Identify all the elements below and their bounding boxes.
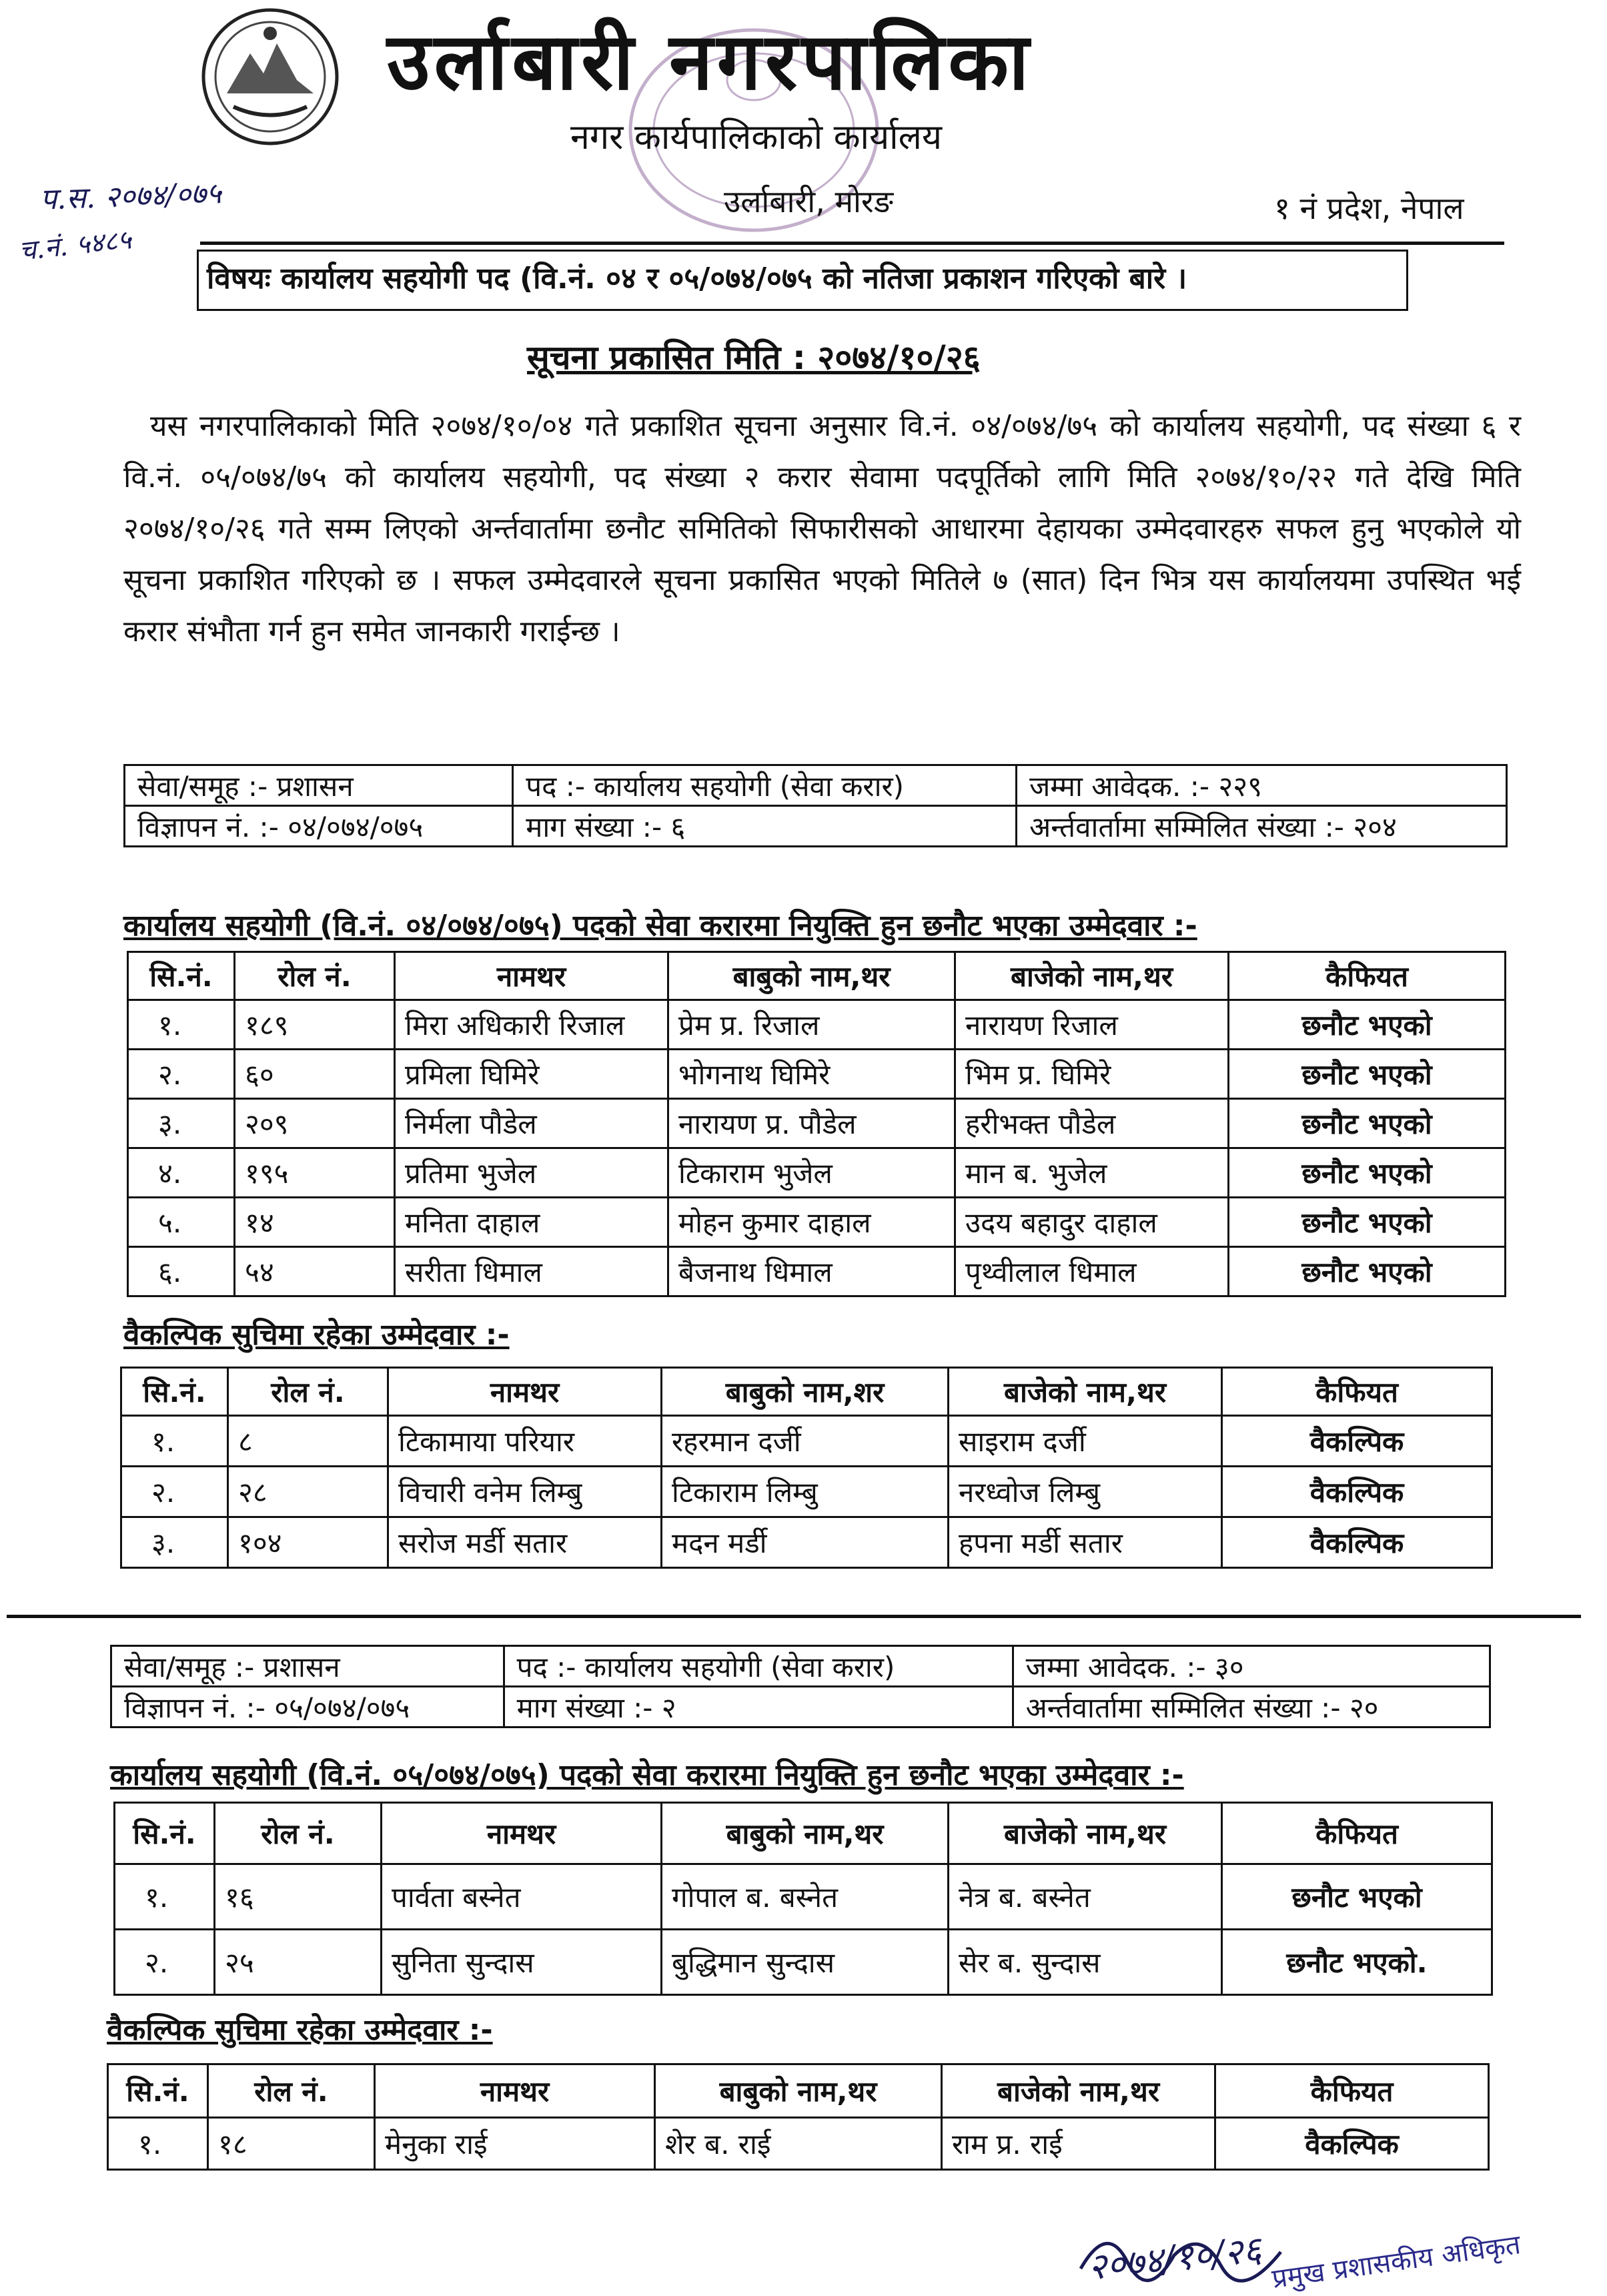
- father-cell: प्रेम प्र. रिजाल: [668, 1000, 955, 1050]
- ad1-interview-count: अर्न्तवार्तामा सम्मिलित संख्या :- २०४: [1017, 806, 1507, 847]
- col-roll: रोल नं.: [235, 952, 395, 1000]
- remarks-cell: वैकल्पिक: [1215, 2118, 1489, 2170]
- ad2-info-table: [110, 1645, 1491, 1728]
- ad1-selected-heading: कार्यालय सहयोगी (वि.नं. ०४/०७४/०७५) पदको सेवा करारमा नियुक्ति हुन छनौट भएका उम्मेदवार :-: [123, 909, 1197, 943]
- name-cell: मिरा अधिकारी रिजाल: [395, 1000, 668, 1050]
- roll-cell: १०४: [228, 1517, 388, 1568]
- ad1-applicants: जम्मा आवेदक. :- २२९: [1017, 765, 1507, 806]
- serial-cell: ४.: [128, 1148, 235, 1198]
- table-row: [121, 1416, 1492, 1467]
- roll-cell: २८: [228, 1467, 388, 1517]
- ad1-info-table: [123, 764, 1508, 847]
- serial-cell: १.: [121, 1416, 228, 1467]
- notice-paragraph: यस नगरपालिकाको मिति २०७४/१०/०४ गते प्रकाशित सूचना अनुसार वि.नं. ०४/०७४/७५ को कार्यालय सहयोगी, पद संख्या ६ र वि.नं. ०५/०७४/७५ को कार्यालय सहयोगी, पद संख्या २ करार सेवामा पदपूर्तिको लागि मिति २०७४/१०/२२ गते देखि मिति २०७४/१०/२६ गते सम्म लिएको अर्न्तवार्तामा छनौट समितिको सिफारीसको आधारमा देहायका उम्मेदवारहरु सफल हुनु भएकोले यो सूचना प्रकाशित गरिएको छ । सफल उम्मेदवारले सूचना प्रकासित भएको मितिले ७ (सात) दिन भित्र यस कार्यालयमा उपस्थित भई करार संभौता गर्न हुन समेत जानकारी गराईन्छ ।: [123, 409, 1521, 649]
- father-cell: मोहन कुमार दाहाल: [668, 1198, 955, 1247]
- col-remarks: कैफियत: [1222, 1368, 1492, 1416]
- ad1-selected-table: [127, 951, 1506, 1297]
- nepal-emblem-icon: [200, 7, 340, 147]
- col-grandfather: बाजेको नाम,थर: [949, 1803, 1222, 1864]
- grandfather-cell: नरध्वोज लिम्बु: [949, 1467, 1222, 1517]
- name-cell: निर्मला पौडेल: [395, 1099, 668, 1148]
- grandfather-cell: मान ब. भुजेल: [955, 1148, 1229, 1198]
- section-divider: [7, 1615, 1581, 1618]
- col-father: बाबुको नाम,थर: [662, 1803, 949, 1864]
- remarks-cell: छनौट भएको: [1229, 1099, 1506, 1148]
- roll-cell: १९५: [235, 1148, 395, 1198]
- serial-cell: १.: [115, 1864, 215, 1930]
- col-grandfather: बाजेको नाम,थर: [955, 952, 1229, 1000]
- serial-cell: १.: [128, 1000, 235, 1050]
- remarks-cell: छनौट भएको: [1229, 1000, 1506, 1050]
- col-roll: रोल नं.: [228, 1368, 388, 1416]
- col-serial: सि.नं.: [115, 1803, 215, 1864]
- grandfather-cell: पृथ्वीलाल धिमाल: [955, 1247, 1229, 1296]
- roll-cell: १८: [208, 2118, 375, 2170]
- signature-title: प्रमुख प्रशासकीय अधिकृत: [1269, 2229, 1523, 2295]
- signature-date: २०७४/१०/२६: [1085, 2228, 1263, 2289]
- remarks-cell: छनौट भएको: [1229, 1050, 1506, 1099]
- col-serial: सि.नं.: [121, 1368, 228, 1416]
- serial-cell: ५.: [128, 1198, 235, 1247]
- ad2-service: सेवा/समूह :- प्रशासन: [111, 1646, 504, 1687]
- table-row: [128, 1198, 1506, 1247]
- col-roll: रोल नं.: [215, 1803, 382, 1864]
- ad2-alternate-heading: वैकल्पिक सुचिमा रहेका उम्मेदवार :-: [107, 2013, 493, 2047]
- province-label: १ नं प्रदेश, नेपाल: [1274, 190, 1464, 226]
- serial-cell: ६.: [128, 1247, 235, 1296]
- father-cell: भोगनाथ घिमिरे: [668, 1050, 955, 1099]
- col-name: नामथर: [375, 2064, 655, 2118]
- roll-cell: २०९: [235, 1099, 395, 1148]
- reference-number: प.स. २०७४/०७५: [39, 176, 222, 217]
- ad2-applicants: जम्मा आवेदक. :- ३०: [1013, 1646, 1490, 1687]
- col-remarks: कैफियत: [1215, 2064, 1489, 2118]
- serial-cell: २.: [115, 1930, 215, 1995]
- office-subtitle: नगर कार्यपालिकाको कार्यालय: [570, 117, 943, 157]
- roll-cell: ८: [228, 1416, 388, 1467]
- office-address: उर्लाबारी, मोरङ: [724, 183, 894, 220]
- ad1-alternate-table: [120, 1367, 1493, 1569]
- grandfather-cell: नेत्र ब. बस्नेत: [949, 1864, 1222, 1930]
- roll-cell: ५४: [235, 1247, 395, 1296]
- table-row: [121, 1467, 1492, 1517]
- col-serial: सि.नं.: [108, 2064, 208, 2118]
- remarks-cell: छनौट भएको.: [1222, 1930, 1492, 1995]
- roll-cell: १४: [235, 1198, 395, 1247]
- notice-date: सूचना प्रकासित मिति : २०७४/१०/२६: [527, 338, 981, 377]
- grandfather-cell: उदय बहादुर दाहाल: [955, 1198, 1229, 1247]
- father-cell: बैजनाथ धिमाल: [668, 1247, 955, 1296]
- grandfather-cell: नारायण रिजाल: [955, 1000, 1229, 1050]
- serial-cell: ३.: [128, 1099, 235, 1148]
- name-cell: सुनिता सुन्दास: [382, 1930, 662, 1995]
- remarks-cell: छनौट भएको: [1229, 1247, 1506, 1296]
- father-cell: बुद्धिमान सुन्दास: [662, 1930, 949, 1995]
- ad2-post: पद :- कार्यालय सहयोगी (सेवा करार): [504, 1646, 1013, 1687]
- name-cell: सरोज मर्डी सतार: [388, 1517, 662, 1568]
- col-grandfather: बाजेको नाम,थर: [942, 2064, 1215, 2118]
- father-cell: टिकाराम लिम्बु: [662, 1467, 949, 1517]
- roll-cell: ६०: [235, 1050, 395, 1099]
- ad2-alternate-table: [107, 2063, 1490, 2171]
- col-name: नामथर: [382, 1803, 662, 1864]
- father-cell: मदन मर्डी: [662, 1517, 949, 1568]
- father-cell: नारायण प्र. पौडेल: [668, 1099, 955, 1148]
- table-row: [128, 1148, 1506, 1198]
- serial-cell: २.: [121, 1467, 228, 1517]
- name-cell: पार्वता बस्नेत: [382, 1864, 662, 1930]
- serial-cell: २.: [128, 1050, 235, 1099]
- table-row: [128, 1000, 1506, 1050]
- remarks-cell: वैकल्पिक: [1222, 1416, 1492, 1467]
- father-cell: रहरमान दर्जी: [662, 1416, 949, 1467]
- grandfather-cell: भिम प्र. घिमिरे: [955, 1050, 1229, 1099]
- col-father: बाबुको नाम,थर: [655, 2064, 942, 2118]
- father-cell: शेर ब. राई: [655, 2118, 942, 2170]
- col-father: बाबुको नाम,शर: [662, 1368, 949, 1416]
- remarks-cell: छनौट भएको: [1222, 1864, 1492, 1930]
- ad2-ad-number: विज्ञापन नं. :- ०५/०७४/०७५: [111, 1687, 504, 1728]
- remarks-cell: वैकल्पिक: [1222, 1467, 1492, 1517]
- table-row: [121, 1517, 1492, 1568]
- name-cell: प्रतिमा भुजेल: [395, 1148, 668, 1198]
- remarks-cell: वैकल्पिक: [1222, 1517, 1492, 1568]
- serial-cell: ३.: [121, 1517, 228, 1568]
- name-cell: टिकामाया परियार: [388, 1416, 662, 1467]
- roll-cell: १८९: [235, 1000, 395, 1050]
- table-row: [128, 1099, 1506, 1148]
- table-row: [108, 2118, 1489, 2170]
- name-cell: मनिता दाहाल: [395, 1198, 668, 1247]
- col-name: नामथर: [388, 1368, 662, 1416]
- father-cell: गोपाल ब. बस्नेत: [662, 1864, 949, 1930]
- table-row: [115, 1930, 1492, 1995]
- col-father: बाबुको नाम,थर: [668, 952, 955, 1000]
- name-cell: सरीता धिमाल: [395, 1247, 668, 1296]
- ad1-alternate-heading: वैकल्पिक सुचिमा रहेका उम्मेदवार :-: [123, 1318, 510, 1352]
- col-grandfather: बाजेको नाम,थर: [949, 1368, 1222, 1416]
- ad1-demand: माग संख्या :- ६: [513, 806, 1017, 847]
- grandfather-cell: हरीभक्त पौडेल: [955, 1099, 1229, 1148]
- table-row: [128, 1247, 1506, 1296]
- ad2-demand: माग संख्या :- २: [504, 1687, 1013, 1728]
- grandfather-cell: हपना मर्डी सतार: [949, 1517, 1222, 1568]
- ad1-post: पद :- कार्यालय सहयोगी (सेवा करार): [513, 765, 1017, 806]
- remarks-cell: छनौट भएको: [1229, 1198, 1506, 1247]
- col-remarks: कैफियत: [1222, 1803, 1492, 1864]
- ad1-service: सेवा/समूह :- प्रशासन: [125, 765, 513, 806]
- name-cell: प्रमिला घिमिरे: [395, 1050, 668, 1099]
- ad2-interview-count: अर्न्तवार्तामा सम्मिलित संख्या :- २०: [1013, 1687, 1490, 1728]
- header-divider: [200, 242, 1504, 245]
- table-row: [128, 1050, 1506, 1099]
- grandfather-cell: साइराम दर्जी: [949, 1416, 1222, 1467]
- roll-cell: २५: [215, 1930, 382, 1995]
- col-name: नामथर: [395, 952, 668, 1000]
- father-cell: टिकाराम भुजेल: [668, 1148, 955, 1198]
- ad2-selected-table: [113, 1802, 1493, 1996]
- grandfather-cell: सेर ब. सुन्दास: [949, 1930, 1222, 1995]
- grandfather-cell: राम प्र. राई: [942, 2118, 1215, 2170]
- ad2-selected-heading: कार्यालय सहयोगी (वि.नं. ०५/०७४/०७५) पदको सेवा करारमा नियुक्ति हुन छनौट भएका उम्मेदवार :-: [110, 1758, 1184, 1792]
- ad1-ad-number: विज्ञापन नं. :- ०४/०७४/०७५: [125, 806, 513, 847]
- col-remarks: कैफियत: [1229, 952, 1506, 1000]
- col-serial: सि.नं.: [128, 952, 235, 1000]
- serial-cell: १.: [108, 2118, 208, 2170]
- dispatch-number: च.नं. ५४८५: [17, 224, 133, 267]
- name-cell: विचारी वनेम लिम्बु: [388, 1467, 662, 1517]
- subject-line: विषयः कार्यालय सहयोगी पद (वि.नं. ०४ र ०५/०७४/०७५ को नतिजा प्रकाशन गरिएको बारे ।: [207, 262, 1187, 296]
- roll-cell: १६: [215, 1864, 382, 1930]
- col-roll: रोल नं.: [208, 2064, 375, 2118]
- remarks-cell: छनौट भएको: [1229, 1148, 1506, 1198]
- page-title: उर्लाबारी नगरपालिका: [387, 15, 1033, 107]
- table-row: [115, 1864, 1492, 1930]
- name-cell: मेनुका राई: [375, 2118, 655, 2170]
